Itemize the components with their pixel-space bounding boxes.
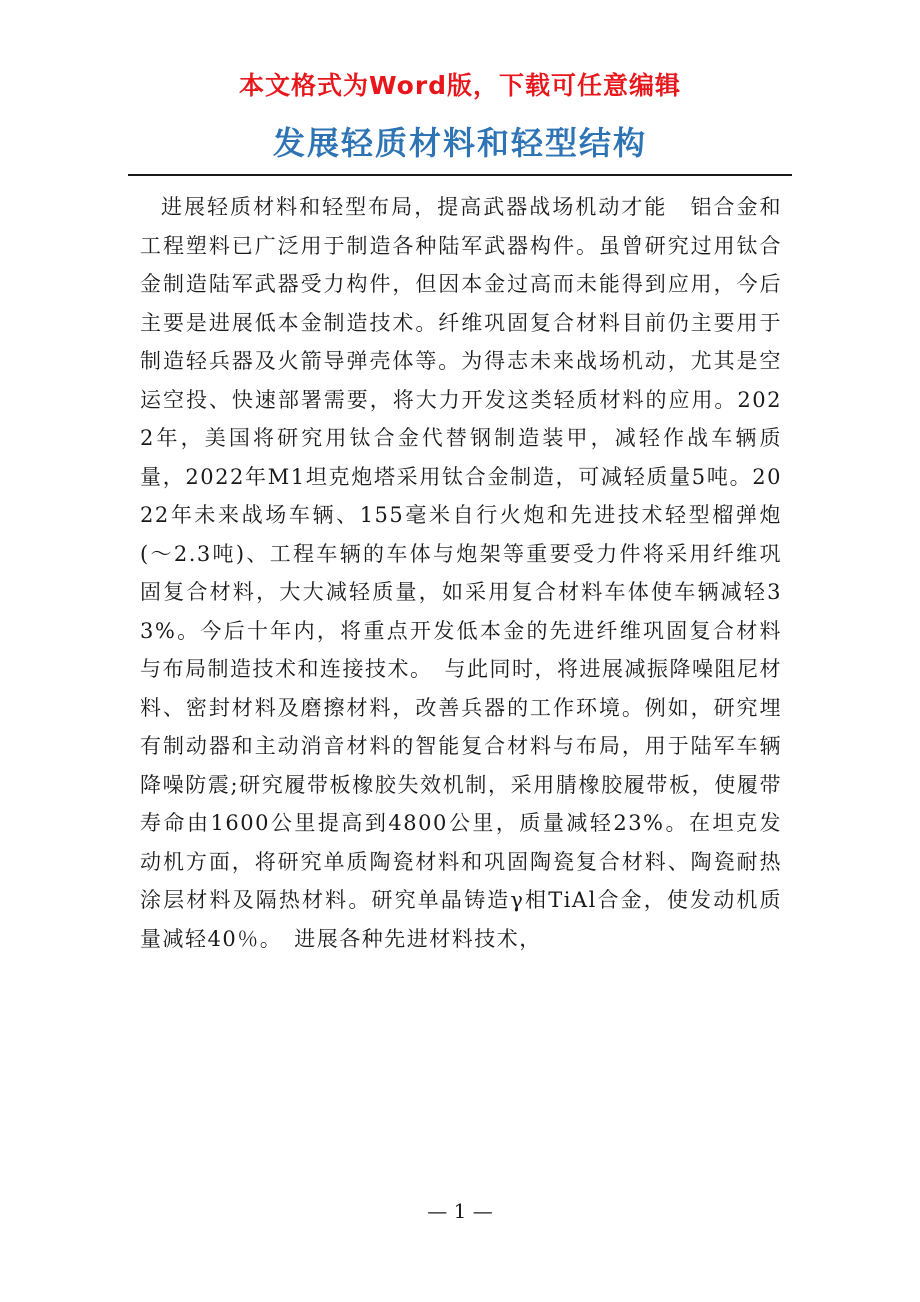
title-divider [128, 174, 792, 176]
format-notice-banner: 本文格式为Word版，下载可任意编辑 [238, 71, 682, 100]
body-paragraph: 进展轻质材料和轻型布局，提高武器战场机动才能 铝合金和工程塑料已广泛用于制造各种陆军武器构件。虽曾研究过用钛合金制造陆军武器受力构件，但因本金过高而未能得到应用，今后主要是进展低本金制造技术。纤维巩固复合材料目前仍主要用于制造轻兵器及火箭导弹壳体等。为得志未来战场机动，尤其是空运空投、快速部署需要，将大力开发这类轻质材料的应用。2022年，美国将研究用钛合金代替钢制造装甲，减轻作战车辆质量，2022年M1坦克炮塔采用钛合金制造，可减轻质量5吨。2022年未来战场车辆、155毫米自行火炮和先进技术轻型榴弹炮(～2.3吨)、工程车辆的车体与炮架等重要受力件将采用纤维巩固复合材料，大大减轻质量，如采用复合材料车体使车辆减轻33%。今后十年内，将重点开发低本金的先进纤维巩固复合材料与布局制造技术和连接技术。 与此同时，将进展减振降噪阻尼材料、密封材料及磨擦材料，改善兵器的工作环境。例如，研究埋有制动器和主动消音材料的智能复合材料与布局，用于陆军车辆降噪防震;研究履带板橡胶失效机制，采用腈橡胶履带板，使履带寿命由1600公里提高到4800公里，质量减轻23%。在坦克发动机方面，将研究单质陶瓷材料和巩固陶瓷复合材料、陶瓷耐热涂层材料及隔热材料。研究单晶铸造γ相TiAl合金，使发动机质量减轻40％。 进展各种先进材料技术， [140, 195, 782, 951]
document-title: 发展轻质材料和轻型结构 [272, 124, 647, 162]
page-number: — 1 — [427, 1199, 493, 1223]
